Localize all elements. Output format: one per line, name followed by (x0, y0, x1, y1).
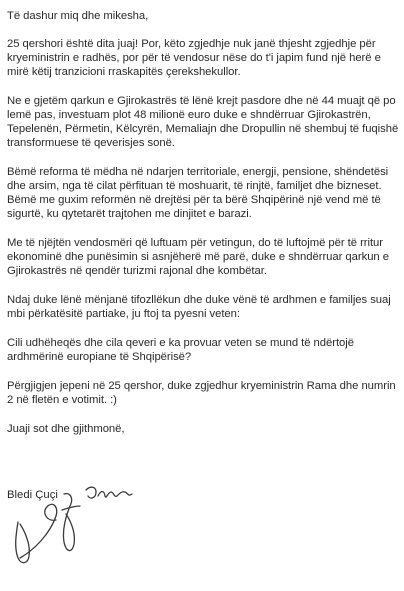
letter-paragraph-7: Përgjigjen jepeni në 25 qershor, duke zgjedhur kryeministrin Rama dhe numrin 2 në fletën e votimit. :) (7, 380, 396, 406)
letter-paragraph-5: Ndaj duke lënë mënjanë tifozllëkun dhe duke vënë të ardhmen e familjes suaj mbi përkatësitë partiake, ju ftoj ta pyesni veten: (7, 294, 391, 320)
letter-paragraph-4: Me të njëjtën vendosmëri që luftuam për vetingun, do të luftojmë për të rritur ekonominë dhe punësimin si asnjëherë më parë, duke e shndërruar qarkun e Gjirokastrës në qendër turizmi rajonal dhe kombëtar. (7, 237, 389, 277)
handwritten-signature (4, 472, 144, 572)
letter-paragraph-2: Ne e gjetëm qarkun e Gjirokastrës të lënë krejt pasdore dhe në 44 muajt që po lemë pas, investuam plot 48 milionë euro duke e shndërruar Gjirokastrën, Tepelenën, Përmetin, Këlcyrën, Memaliajn dhe Dropullin në shembuj të fuqishë transformuese të qeverisjes sonë. (7, 95, 399, 149)
letter-paragraph-3: Bëmë reforma të mëdha në ndarjen territoriale, energji, pensione, shëndetësi dhe arsim, nga të cilat përfituan të moshuarit, të rinjtë, familjet dhe bizneset. Bëmë me guxim reformën në drejtësi për ta bërë Shqipërinë një vend më të sigurtë, ku qytetarët trajtohen me dinjitet e barazi. (7, 166, 389, 220)
letter-closing: Juaji sot dhe gjithmonë, (7, 423, 125, 435)
letter-salutation: Të dashur miq dhe mikesha, (7, 10, 149, 22)
letter-paragraph-1: 25 qershori është dita juaj! Por, këto zgjedhje nuk janë thjesht zgjedhje për kryeministrin e radhës, por për të vendosur nëse do t'i japim fund një herë e mirë këtij tranzicioni rraskapitës çerekshekullor. (7, 38, 381, 78)
letter-body (7, 9, 399, 450)
signer-name: Bledi Çuçi (7, 489, 58, 501)
letter-paragraph-6: Cili udhëheqës dhe cila qeveri e ka provuar veten se mund të ndërtojë ardhmërinë europiane të Shqipërisë? (7, 337, 354, 363)
